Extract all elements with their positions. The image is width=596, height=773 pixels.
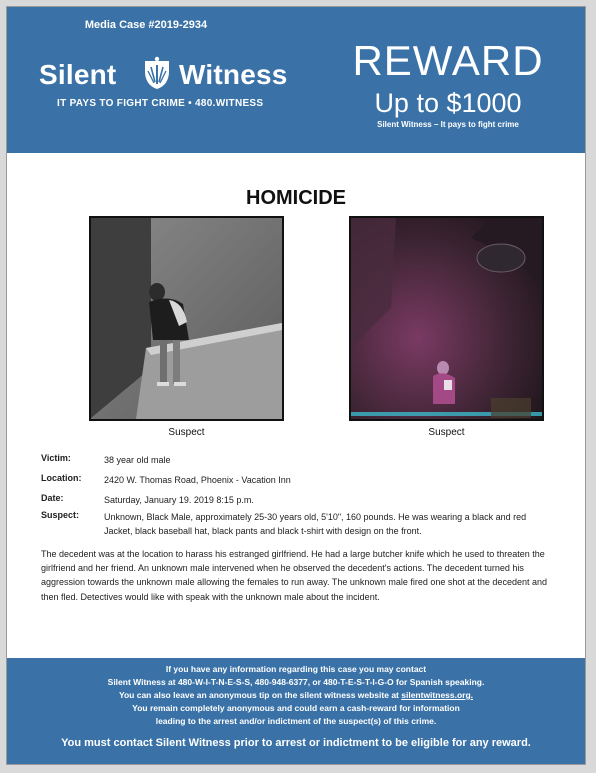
date-label: Date: [41, 493, 64, 503]
suspect-label: Suspect: [41, 510, 80, 520]
footer-banner [7, 658, 585, 764]
crime-title: HOMICIDE [246, 187, 346, 209]
reward-amount: Up to $1000 [374, 88, 522, 118]
website-link[interactable]: silentwitness.org. [401, 690, 474, 700]
location-label: Location: [41, 473, 82, 483]
location-value: 2420 W. Thomas Road, Phoenix - Vacation Inn [104, 475, 291, 485]
suspect-photo-2 [349, 216, 544, 421]
footer-line-2: Silent Witness at 480-W-I-T-N-E-S-S, 480-948-6377, or 480-T-E-S-T-I-G-O for Spanish speaking. [107, 677, 485, 687]
flyer-page [6, 6, 586, 765]
lamp-icon [140, 55, 174, 91]
footer-line-4: You remain completely anonymous and could earn a cash-reward for information [132, 703, 460, 713]
victim-label: Victim: [41, 453, 71, 463]
date-value: Saturday, January 19. 2019 8:15 p.m. [104, 495, 254, 505]
suspect-description: Unknown, Black Male, approximately 25-30 years old, 5'10", 160 pounds. He was wearing a black and red Jacket, black baseball hat, black pants and black t-shirt with design on the front. [104, 512, 527, 536]
footer-line-3-text: You can also leave an anonymous tip on the silent witness website at [118, 690, 402, 700]
footer-line-3 [7, 690, 585, 700]
reward-subtitle: Silent Witness – It pays to fight crime [377, 120, 519, 129]
victim-value: 38 year old male [104, 455, 171, 465]
suspect-photo-1 [89, 216, 284, 421]
footer-line-5: leading to the arrest and/or indictment of the suspect(s) of this crime. [155, 716, 437, 726]
reward-heading: REWARD [352, 37, 544, 84]
incident-narrative: The decedent was at the location to harass his estranged girlfriend. He had a large butcher knife which he used to threaten the girlfriend and her friend. An unknown male intervened when he observed the decedent's actions. The decedent turned his aggression towards the unknown male allowing the females to run away. The unknown male fired one shot at the decedent and then fled. Detectives would like with speak with the unknown male about the incident. [41, 549, 547, 602]
logo-word-silent: Silent [39, 59, 117, 90]
media-case-number: Media Case #2019-2934 [84, 19, 208, 31]
reward-eligibility-notice: You must contact Silent Witness prior to arrest or indictment to be eligible for any reward. [61, 737, 531, 749]
photo-caption-1: Suspect [168, 427, 205, 438]
header-banner [7, 7, 585, 153]
footer-line-1: If you have any information regarding this case you may contact [165, 664, 427, 674]
tagline: IT PAYS TO FIGHT CRIME • 480.WITNESS [57, 98, 264, 109]
photo-caption-2: Suspect [428, 427, 465, 438]
logo-word-witness: Witness [179, 59, 288, 90]
